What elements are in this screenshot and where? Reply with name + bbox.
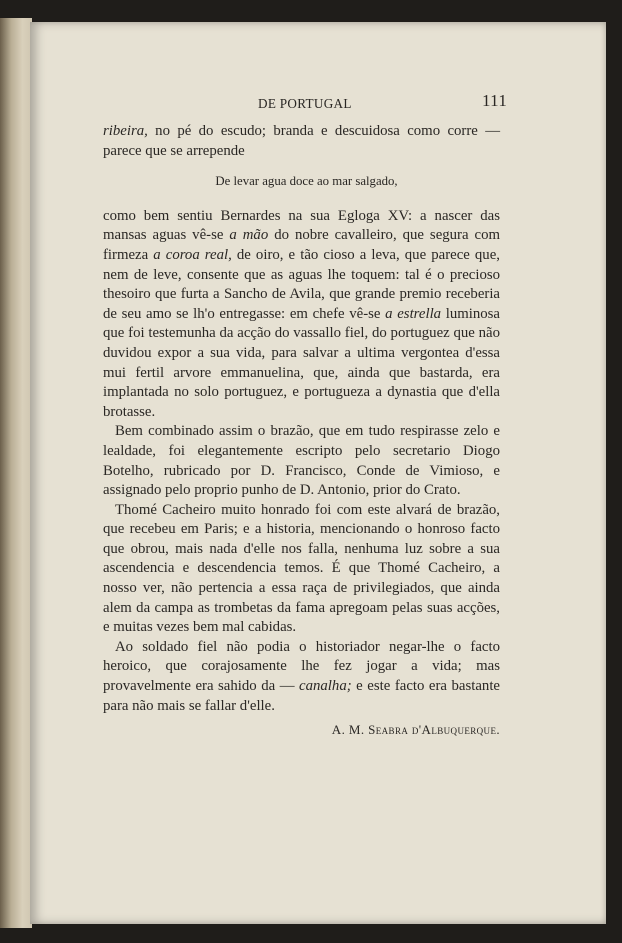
italic-phrase: a estrella [385,305,442,322]
italic-phrase: a mão [229,227,269,244]
italic-word: ribeira, [103,123,148,139]
paragraph-2 [103,207,500,423]
signature-text: A. M. Seabra d'Albuquerque. [331,722,500,738]
paragraph-1 [103,122,500,161]
italic-word: canalha; [299,678,352,695]
paragraph-4: Thomé Cacheiro muito honrado foi com este alvará de brazão, que recebeu em Paris; e a historia, mencionando o honroso facto que obrou, mais nada d'elle nos falla, nenhuma luz sobre a sua ascendencia e descendencia temos. É que Thomé Cacheiro, a nosso ver, não pertencia a essa raça de privilegiados, que ainda alem da campa as trombetas da fama apregoam pelas suas acções, e muitas vezes bem mal cabidas. [103,501,500,636]
text-run: Ao soldado fiel não podia o historiador negar-lhe o facto heroico, que corajosamente lhe fez jogar a vida; mas provavelmente era sahido da — [103,638,500,695]
italic-phrase: a coroa real, [153,246,232,263]
book-spine-edge [0,18,32,928]
page-header [30,91,606,115]
page-number: 111 [482,91,508,110]
author-signature [103,720,500,741]
paragraph-3: Bem combinado assim o brazão, que em tudo respirasse zelo e lealdade, foi elegantemente escripto pelo secretario Diogo Botelho, rubricado por D. Francisco, Conde de Vimioso, e assignado pelo proprio punho de D. Antonio, prior do Crato. [103,423,500,499]
text-run: como bem sentiu Bernardes na sua Egloga XV: a nascer das mansas aguas vê-se [103,207,500,244]
text-run: do nobre cavalleiro, que segura com firmeza [103,227,500,263]
page-body [103,122,500,741]
paragraph-5 [103,638,500,716]
text-run: de oiro, e tão cioso a leva, que parece que, nem de leve, consente que as aguas lhe toquem: tal é o precioso thesoiro que furta a Sancho de Avila, que grande premio receberia de seu amo se lh'o entregasse: em chefe vê-se [103,246,500,322]
running-title: DE PORTUGAL [258,96,352,111]
text-run: e este facto era bastante para não mais se fallar d'elle. [103,678,500,714]
book-page [30,22,606,924]
quoted-verse: De levar agua doce ao mar salgado, [215,174,398,189]
text-run: no pé do escudo; branda e descuidosa como corre — parece que se arrepende [103,123,500,159]
text-run: luminosa que foi testemunha da acção do vassallo fiel, do portuguez que não duvidou expor a sua vida, para salvar a ultima vergontea d'essa mui fertil arvore emmanuelina, que, ainda que bastarda, era implantada no solo portuguez, e portugueza a dynastia que d'ella brotasse. [103,305,501,420]
